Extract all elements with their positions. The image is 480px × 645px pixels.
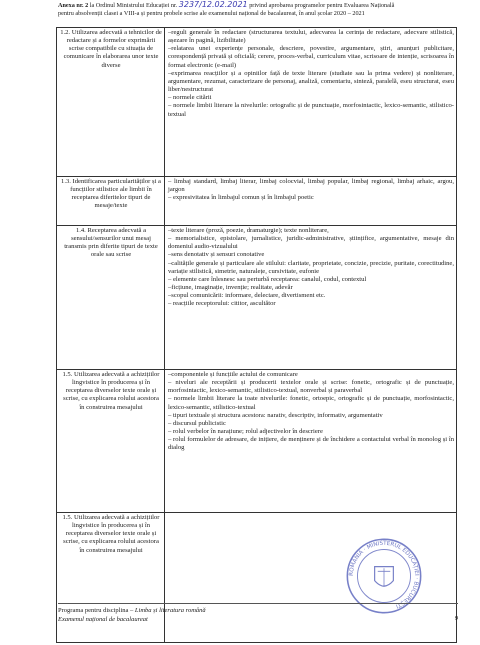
competence-text: 1.3. Identificarea particularităților și a funcțiilor stilistice ale limbii în receptarea diferitelor tipuri de mesaje/texte <box>61 178 161 210</box>
content-item: –scopul comunicării: informare, delectare, divertisment etc. <box>168 292 326 300</box>
content-item: – niveluri ale receptării și producerii textelor orale și scrise: fonetic, ortografic și de punctuație, morfosintactic, lexico-semantic, stilistico-textual, nonverbal și paraverbal <box>168 379 454 395</box>
table-row <box>57 226 457 370</box>
content-item: – limbaj standard, limbaj literar, limbaj colocvial, limbaj popular, limbaj regional, limbaj arhaic, argou, jargon <box>168 178 454 194</box>
content-item: –relatarea unei experiențe personale, descriere, povestire, argumentare, știri, anunțuri publicitare, corespondență privată și oficială; cerere, proces-verbal, curriculum vitae, scrisoare de intenție, scrisoarea în format electronic (e-mail) <box>168 45 454 69</box>
table-row <box>57 370 457 513</box>
content-item: – reacțiile receptorului: cititor, ascultător <box>168 300 276 308</box>
header-line-2: pentru absolvenții clasei a VIII-a și pentru probele scrise ale examenului național de bacalaureat, în anul școlar 2020 – 2021 <box>58 10 365 18</box>
content-item: –reguli generale în redactare (structurarea textului, adecvarea la cerința de redactare, adecvare stilistică, așezare în pagină, lizibilitate) <box>168 29 454 45</box>
order-number: 3237/12.02.2021 <box>178 0 248 9</box>
footer-exam-line <box>58 615 458 624</box>
content-item: – normele limbii literare la nivelurile: ortografic și de punctuație, morfosintactic, lexico-semantic, stilistico-textual <box>168 102 454 118</box>
content-item: –texte literare (proză, poezie, dramaturgie); texte nonliterare, <box>168 227 329 234</box>
content-item: – normele limbii literare la toate nivelurile: fonetic, ortoepic, ortografic și de punctuație, morfosintactic, lexico-semantic, stilistico-textual <box>168 395 454 411</box>
order-purpose: privind aprobarea programelor pentru Evaluarea Națională <box>249 2 395 9</box>
page-number: 9 <box>454 615 458 622</box>
content-cell <box>165 28 457 177</box>
table-row <box>57 177 457 226</box>
footer-exam: Examenul național de bacalaureat <box>58 616 148 623</box>
content-item: – rolul verbelor în narațiune; rolul adjectivelor în descriere <box>168 428 323 436</box>
content-item: –exprimarea reacțiilor și a opiniilor față de texte literare (studiate sau la prima vedere) și nonliterare, argumentare, rezumat, caracterizare de personaj, analiză, comentariu, sinteză, paralelă, eseu structurat, eseu liber/nestructurat <box>168 69 454 94</box>
footer-program-line <box>58 606 458 615</box>
content-item: – normele citării <box>168 94 212 102</box>
competence-text: 1.5. Utilizarea adecvată a achizițiilor lingvistice în producerea și în receptarea diverselor texte orale și scrise, cu explicarea rolului acestora în construirea mesajului <box>62 514 160 554</box>
annex-label: Anexa nr. 2 <box>58 2 89 9</box>
content-item: – rolul formulelor de adresare, de inițiere, de menținere și de închidere a contactului verbal în monolog și în dialog <box>168 436 454 452</box>
content-item: –sens denotativ și sensuri conotative <box>168 251 265 259</box>
content-item: –calitățile generale și particulare ale stilului: claritate, proprietate, concizie, precizie, puritate, corectitudine, variație stilistică, simetrie, naturalețe, cursivitate, eufonie <box>168 259 454 275</box>
content-item: – expresivitatea în limbajul comun și în limbajul poetic <box>168 194 314 202</box>
content-item: – discursul publicistic <box>168 419 226 427</box>
document-header <box>58 1 463 18</box>
competence-cell <box>57 370 165 513</box>
stamp-text: ROMÂNIA · MINISTERUL EDUCAȚIEI · BUCUREȘTI <box>348 540 420 609</box>
competence-cell <box>57 177 165 226</box>
header-line-1 <box>58 1 463 10</box>
competence-text: 1.2. Utilizarea adecvată a tehnicilor de redactare și a formelor exprimării scrise compatibile cu situația de comunicare în elaborarea unor texte diverse <box>60 29 162 69</box>
order-reference: la Ordinul Ministrului Educației <box>89 2 170 9</box>
content-item: – memorialistice, epistolare, jurnalistice, juridic-administrative, științifice, argumentative, mesaje din domeniul audio-vizualului <box>168 235 454 251</box>
content-cell <box>165 177 457 226</box>
content-item: –ficțiune, imaginație, invenție; realitate, adevăr <box>168 284 293 292</box>
competence-text: 1.4. Receptarea adecvată a sensului/sensurilor unui mesaj transmis prin diferite tipuri de texte orale sau scrise <box>64 227 158 259</box>
footer-program-prefix: Programa pentru disciplina – <box>58 607 134 614</box>
competence-cell <box>57 28 165 177</box>
content-item: – elemente care înlesnesc sau perturbă receptarea: canalul, codul, contextul <box>168 275 367 283</box>
content-item: – tipuri textuale și structura acestora: narativ, descriptiv, informativ, argumentativ <box>168 411 383 419</box>
competence-cell <box>57 226 165 370</box>
order-nr-label: nr. <box>170 2 178 9</box>
content-cell <box>165 226 457 370</box>
content-cell <box>165 370 457 513</box>
coat-of-arms-icon <box>375 567 394 587</box>
page-footer <box>58 603 458 624</box>
footer-divider <box>58 603 458 604</box>
footer-subject: Limba și literatura română <box>134 607 206 614</box>
competence-text: 1.5. Utilizarea adecvată a achizițiilor lingvistice în producerea și în receptarea diverselor texte orale și scrise, cu explicarea rolului acestora în construirea mesajului <box>62 371 160 411</box>
table-row <box>57 28 457 177</box>
content-item: –componentele și funcțiile actului de comunicare <box>168 371 298 378</box>
